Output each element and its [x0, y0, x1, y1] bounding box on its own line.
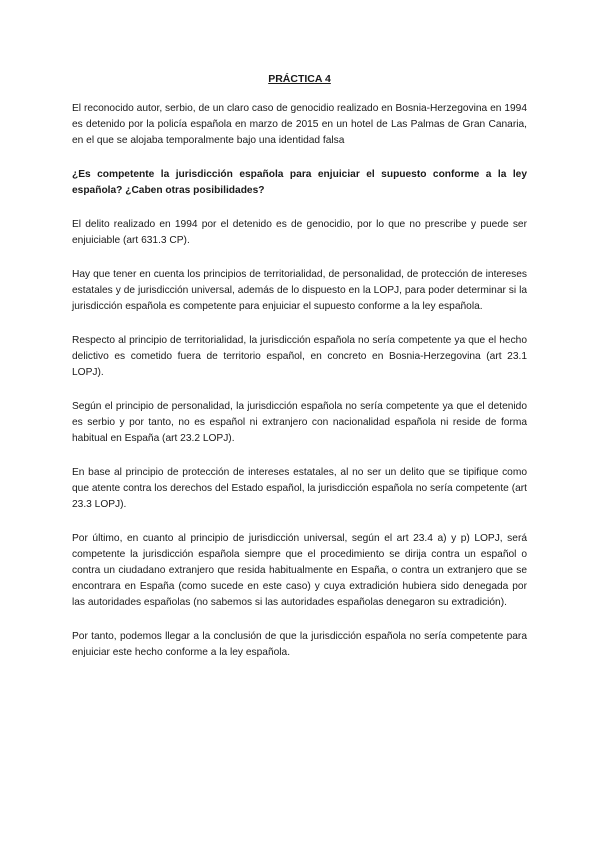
paragraph-question: ¿Es competente la jurisdicción española para enjuiciar el supuesto conforme a la ley española? ¿Caben otras posibilidades?	[72, 169, 527, 196]
paragraph-conclusion: Por tanto, podemos llegar a la conclusión de que la jurisdicción española no sería competente para enjuiciar este hecho conforme a la ley española.	[72, 631, 527, 658]
paragraph-proteccion: En base al principio de protección de intereses estatales, al no ser un delito que se tipifique como que atente contra los derechos del Estado español, la jurisdicción española no sería competente (art 23.3 LOPJ).	[72, 467, 527, 510]
paragraph-principios: Hay que tener en cuenta los principios de territorialidad, de personalidad, de protección de intereses estatales y de jurisdicción universal, además de lo dispuesto en la LOPJ, para poder determinar si la jurisdicción española es competente para enjuiciar el supuesto conforme a la ley española.	[72, 269, 527, 312]
paragraph-territorialidad: Respecto al principio de territorialidad, la jurisdicción española no sería competente ya que el hecho delictivo es cometido fuera de territorio español, en concreto en Bosnia-Herzegovina (art 23.1 LOPJ).	[72, 335, 527, 378]
document-title: PRÁCTICA 4	[268, 73, 331, 85]
paragraph-delito: El delito realizado en 1994 por el detenido es de genocidio, por lo que no prescribe y puede ser enjuiciable (art 631.3 CP).	[72, 219, 527, 246]
document-page	[72, 72, 527, 679]
paragraph-universal: Por último, en cuanto al principio de jurisdicción universal, según el art 23.4 a) y p) LOPJ, será competente la jurisdicción española siempre que el procedimiento se dirija contra un español o contra un ciudadano extranjero que resida habitualmente en España, o contra un extranjero que se encontrara en España (como sucede en este caso) y cuya extradición hubiera sido denegada por las autoridades españolas (no sabemos si las autoridades españolas denegaron su extradición).	[72, 533, 527, 608]
paragraph-personalidad: Según el principio de personalidad, la jurisdicción española no sería competente ya que el detenido es serbio y por tanto, no es español ni extranjero con nacionalidad española ni reside de forma habitual en España (art 23.2 LOPJ).	[72, 401, 527, 444]
paragraph-intro: El reconocido autor, serbio, de un claro caso de genocidio realizado en Bosnia-Herzegovina en 1994 es detenido por la policía española en marzo de 2015 en un hotel de Las Palmas de Gran Canaria, en el que se alojaba temporalmente bajo una identidad falsa	[72, 103, 527, 146]
